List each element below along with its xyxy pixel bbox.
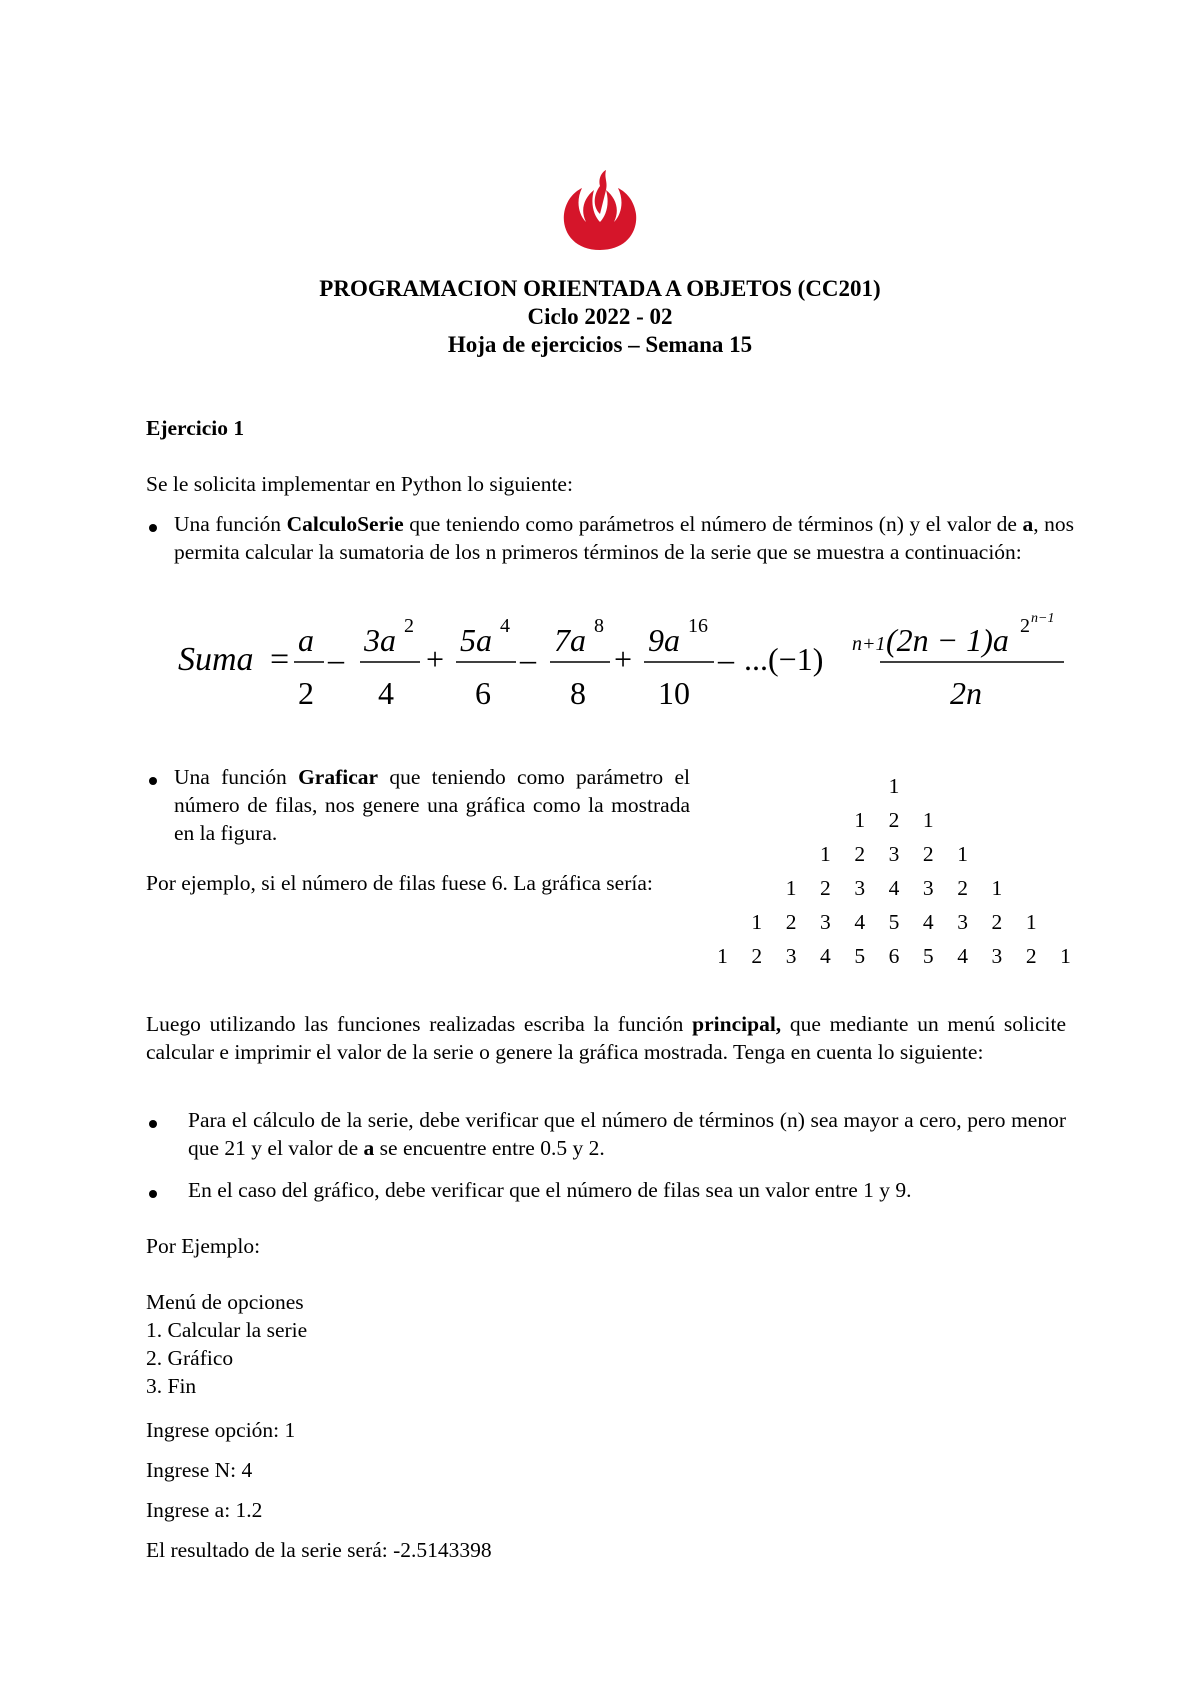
pyramid-number: 1: [751, 910, 763, 934]
pyramid-number: 2: [820, 876, 831, 900]
menu-item: 2. Gráfico: [146, 1346, 234, 1370]
svg-text:7a: 7a: [554, 622, 586, 658]
check-graph: En el caso del gráfico, debe verificar que el número de filas sea un valor entre 1 y 9.: [188, 1178, 912, 1202]
svg-text:6: 6: [475, 675, 491, 711]
course-cycle: Ciclo 2022 - 02: [527, 304, 673, 329]
pyramid-number: 2: [1025, 944, 1037, 968]
exercise-title: Ejercicio 1: [146, 416, 245, 440]
pyramid-number: 2: [785, 910, 797, 934]
svg-text:n+1: n+1: [852, 633, 886, 655]
check-series: Para el cálculo de la serie, debe verificar que el número de términos (n) sea mayor a cero, pero menor que 21 y el valor de a se encuentre entre 0.5 y 2.: [188, 1108, 1066, 1160]
svg-text:8: 8: [594, 615, 604, 637]
menu-item: 3. Fin: [146, 1374, 197, 1398]
svg-text:4: 4: [378, 675, 394, 711]
svg-text:n−1: n−1: [1031, 611, 1055, 626]
svg-text:5a: 5a: [460, 622, 492, 658]
pyramid-number: 2: [888, 808, 900, 832]
pyramid-number: 2: [751, 944, 763, 968]
course-title: PROGRAMACION ORIENTADA A OBJETOS (CC201): [319, 276, 881, 301]
example-heading: Por Ejemplo:: [146, 1234, 261, 1258]
pyramid-number: 5: [854, 944, 866, 968]
pyramid-number: 1: [820, 842, 831, 866]
pyramid-number: 2: [957, 876, 968, 900]
io-line: Ingrese N: 4: [146, 1458, 253, 1482]
pyramid-number: 2: [854, 842, 866, 866]
svg-text:2: 2: [1020, 615, 1030, 637]
io-line: Ingrese a: 1.2: [146, 1498, 263, 1522]
pyramid-number: 1: [785, 876, 797, 900]
pyramid-number: 3: [854, 876, 866, 900]
svg-text:–: –: [328, 641, 344, 677]
pyramid-number: 3: [820, 910, 831, 934]
svg-text:2n: 2n: [950, 675, 982, 711]
svg-text:+: +: [426, 641, 445, 677]
io-line: Ingrese opción: 1: [146, 1418, 296, 1442]
bullet-icon: [149, 1190, 157, 1198]
pyramid-number: 2: [922, 842, 934, 866]
svg-text:9a: 9a: [648, 622, 680, 658]
svg-text:a: a: [298, 622, 314, 658]
svg-text:(2n − 1)a: (2n − 1)a: [886, 622, 1009, 658]
pyramid-number: 1: [854, 808, 866, 832]
bullet-graficar: Una función Graficar que teniendo como parámetro el número de filas, nos genere una gráfica como la mostrada en la figura.: [174, 765, 690, 845]
pyramid-number: 5: [888, 910, 900, 934]
menu-title: Menú de opciones: [146, 1290, 304, 1314]
pyramid-number: 4: [888, 876, 900, 900]
pyramid-number: 1: [1060, 944, 1071, 968]
svg-text:Suma: Suma: [178, 641, 254, 678]
pyramid-number: 3: [922, 876, 934, 900]
series-formula: [178, 608, 1078, 718]
svg-text:2: 2: [404, 615, 414, 637]
pyramid-number: 3: [957, 910, 968, 934]
svg-text:...(−1): ...(−1): [744, 641, 824, 677]
svg-text:8: 8: [570, 675, 586, 711]
svg-text:10: 10: [658, 675, 690, 711]
svg-text:+: +: [614, 641, 633, 677]
pyramid-number: 3: [785, 944, 797, 968]
menu-item: 1. Calcular la serie: [146, 1318, 308, 1342]
pyramid-number: 4: [957, 944, 968, 968]
pyramid-number: 1: [888, 774, 900, 798]
svg-text:–: –: [520, 641, 536, 677]
bullet-icon: [149, 524, 157, 532]
exercise-intro: Se le solicita implementar en Python lo siguiente:: [146, 472, 573, 496]
pyramid-number: 4: [854, 910, 866, 934]
pyramid-number: 6: [888, 944, 900, 968]
bullet-icon: [149, 777, 157, 785]
svg-text:=: =: [270, 641, 290, 678]
options-menu: [146, 1288, 307, 1400]
pyramid-number: 4: [820, 944, 831, 968]
pyramid-number: 5: [922, 944, 934, 968]
pyramid-number: 3: [888, 842, 900, 866]
svg-text:3a: 3a: [364, 622, 396, 658]
example-text: Por ejemplo, si el número de filas fuese 6. La gráfica sería:: [146, 871, 653, 895]
pyramid-number: 1: [957, 842, 968, 866]
pyramid-number: 1: [922, 808, 934, 832]
bullet-icon: [149, 1120, 157, 1128]
pyramid-number: 2: [991, 910, 1003, 934]
svg-text:2: 2: [298, 675, 314, 711]
pyramid-number: 3: [991, 944, 1003, 968]
pyramid-number: 1: [1025, 910, 1037, 934]
sheet-title: Hoja de ejercicios – Semana 15: [447, 332, 753, 357]
pyramid-number: 4: [922, 910, 934, 934]
university-logo-icon: [560, 170, 640, 252]
pyramid-number: 1: [717, 944, 728, 968]
svg-text:–: –: [718, 641, 734, 677]
bullet-calculoserie: Una función CalculoSerie que teniendo como parámetros el número de términos (n) y el valor de a, nos permita calcular la sumatoria de los n primeros términos de la serie que se muestra a continuación:: [174, 512, 1074, 564]
pyramid-number: 1: [991, 876, 1003, 900]
svg-text:4: 4: [500, 615, 510, 637]
io-line: El resultado de la serie será: -2.5143398: [146, 1538, 492, 1562]
svg-text:16: 16: [688, 615, 708, 637]
principal-paragraph: Luego utilizando las funciones realizadas escriba la función principal, que mediante un menú solicite calcular e imprimir el valor de la serie o genere la gráfica mostrada. Tenga en cuenta lo siguiente:: [146, 1012, 1067, 1064]
